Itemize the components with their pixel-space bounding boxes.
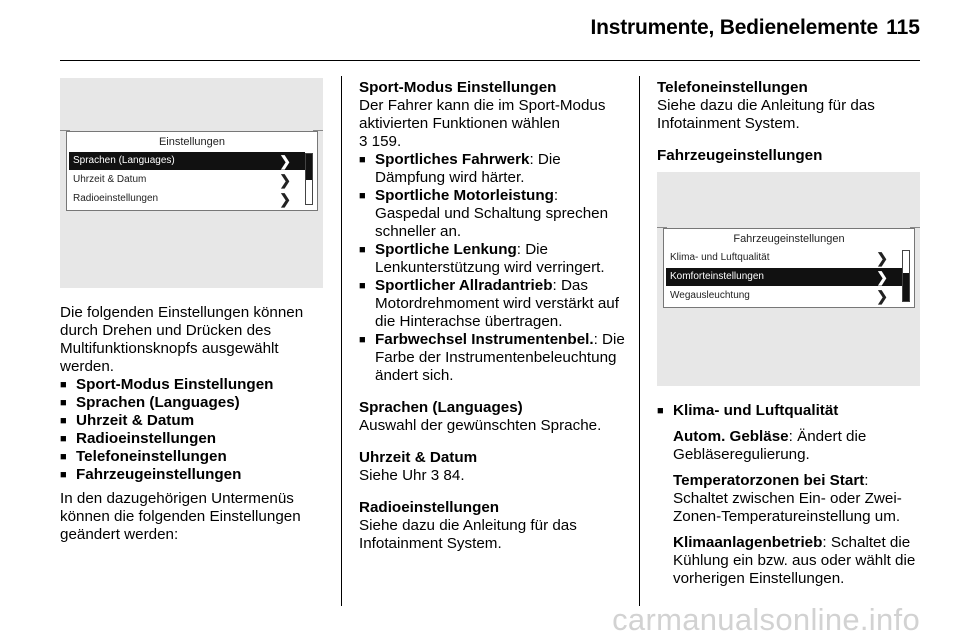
list-item-text: : Die Lenkunterstützung wird verringert.: [375, 241, 605, 276]
section-text: Der Fahrer kann die im Sport-Modus aktivierten Funktionen wählen: [359, 97, 606, 132]
screen-row-label: Uhrzeit & Datum: [73, 174, 147, 185]
section-text: Siehe Uhr 3 84.: [359, 467, 465, 484]
header-rule: [60, 60, 920, 61]
sub-item: [657, 534, 923, 588]
intro-text: Die folgenden Einstellungen können durch Drehen und Drücken des Multifunktionsknopfs ausgewählt werden.: [60, 304, 304, 375]
chevron-right-icon: ❯: [279, 191, 291, 207]
section-heading-phone: Telefoneinstellungen: [657, 79, 808, 96]
chevron-right-icon: ❯: [876, 250, 888, 266]
section-heading-radio: Radioeinstellungen: [359, 499, 500, 516]
list-item: [359, 241, 625, 277]
list-item: [359, 151, 625, 187]
section-heading-language: Sprachen (Languages): [359, 399, 523, 416]
page-reference: 3 159.: [359, 133, 402, 150]
screen-row: [69, 171, 305, 189]
sub-item-text: : Schaltet die Kühlung ein bzw. aus oder wählt die vorherigen Einstellungen.: [673, 534, 916, 587]
chevron-right-icon: ❯: [876, 269, 888, 285]
list-item: ■ Radioeinstellungen: [60, 430, 332, 448]
list-item-text: : Die Farbe der Instrumentenbeleuchtung ändert sich.: [375, 331, 625, 384]
list-item: ■ Sprachen (Languages): [60, 394, 332, 412]
sub-item-term: Autom. Gebläse: [673, 428, 789, 445]
chevron-right-icon: ❯: [279, 153, 291, 169]
section-heading-time: Uhrzeit & Datum: [359, 449, 478, 466]
screen-row-label: Sprachen (Languages): [73, 155, 175, 166]
chevron-right-icon: ❯: [876, 288, 888, 304]
sub-item: [657, 428, 923, 464]
screen-row: [666, 287, 902, 305]
column-3-lower: [657, 402, 923, 588]
section-heading-vehicle: Fahrzeugeinstellungen: [657, 147, 823, 164]
screen-scrollbar: [902, 250, 910, 302]
screen-row-label: Klima- und Luftqualität: [670, 252, 770, 263]
column-3: [657, 79, 923, 165]
list-item: [359, 331, 625, 385]
section-text: Auswahl der gewünschten Sprache.: [359, 417, 602, 434]
section-heading-sport: Sport-Modus Einstellungen: [359, 79, 557, 96]
outro-text: In den dazugehörigen Untermenüs können die folgenden Einstellungen geändert werden:: [60, 490, 301, 543]
screen-row-label: Radioeinstellungen: [73, 193, 159, 204]
sub-item-term: Temperatorzonen bei Start: [673, 472, 865, 489]
scrollbar-thumb: [903, 273, 909, 301]
list-item-term: Sportliche Motorleistung: [375, 187, 554, 204]
sub-item-text: : Ändert die Gebläseregulierung.: [673, 428, 867, 463]
screen-row-selected: [69, 152, 305, 170]
display-screen: [663, 228, 915, 308]
scrollbar-thumb: [306, 154, 312, 180]
column-2: [359, 79, 625, 553]
watermark: carmanualsonline.info: [612, 602, 920, 637]
screen-row-selected: [666, 268, 902, 286]
screen-row-label: Wegausleuchtung: [670, 290, 750, 301]
list-item-term: Sportlicher Allradantrieb: [375, 277, 553, 294]
display-screen: [66, 131, 318, 211]
list-item-term: Sportliches Fahrwerk: [375, 151, 530, 168]
list-item-term: Farbwechsel Instrumentenbel.: [375, 331, 594, 348]
sub-item: [657, 472, 923, 526]
screen-row: [666, 249, 902, 267]
list-item-term: Sportliche Lenkung: [375, 241, 517, 258]
list-item: [359, 187, 625, 241]
list-item: ■ Sport-Modus Einstellungen: [60, 376, 332, 394]
list-item: ■ Klima- und Luftqualität: [657, 402, 923, 420]
chevron-right-icon: ❯: [279, 172, 291, 188]
column-divider: [341, 76, 342, 606]
page-header-title: Instrumente, Bedienelemente: [590, 16, 878, 39]
page-number: 115: [886, 16, 920, 39]
list-item: [359, 277, 625, 331]
screen-title: Fahrzeugeinstellungen: [733, 233, 845, 245]
list-item: ■ Telefoneinstellungen: [60, 448, 332, 466]
section-text: Siehe dazu die Anleitung für das Infotainment System.: [359, 517, 577, 552]
screen-scrollbar: [305, 153, 313, 205]
sub-item-text: : Schaltet zwischen Ein- oder Zwei-Zonen-Temperatureinstellung um.: [673, 472, 902, 525]
list-item-text: : Die Dämpfung wird härter.: [375, 151, 561, 186]
section-text: Siehe dazu die Anleitung für das Infotainment System.: [657, 97, 875, 132]
sub-item-term: Klimaanlagenbetrieb: [673, 534, 823, 551]
screen-row: [69, 190, 305, 208]
list-item: ■ Uhrzeit & Datum: [60, 412, 332, 430]
list-item-text: : Das Motordrehmoment wird verstärkt auf die Hinterachse übertragen.: [375, 277, 619, 330]
screen-row-label: Komforteinstellungen: [670, 271, 764, 282]
screen-title: Einstellungen: [158, 136, 226, 148]
list-item-text: : Gaspedal und Schaltung sprechen schneller an.: [375, 187, 609, 240]
column-divider: [639, 76, 640, 606]
column-1: [60, 304, 332, 544]
display-image-vehicle-settings: [657, 172, 920, 386]
display-image-settings: [60, 78, 323, 288]
list-item: ■ Fahrzeugeinstellungen: [60, 466, 332, 484]
